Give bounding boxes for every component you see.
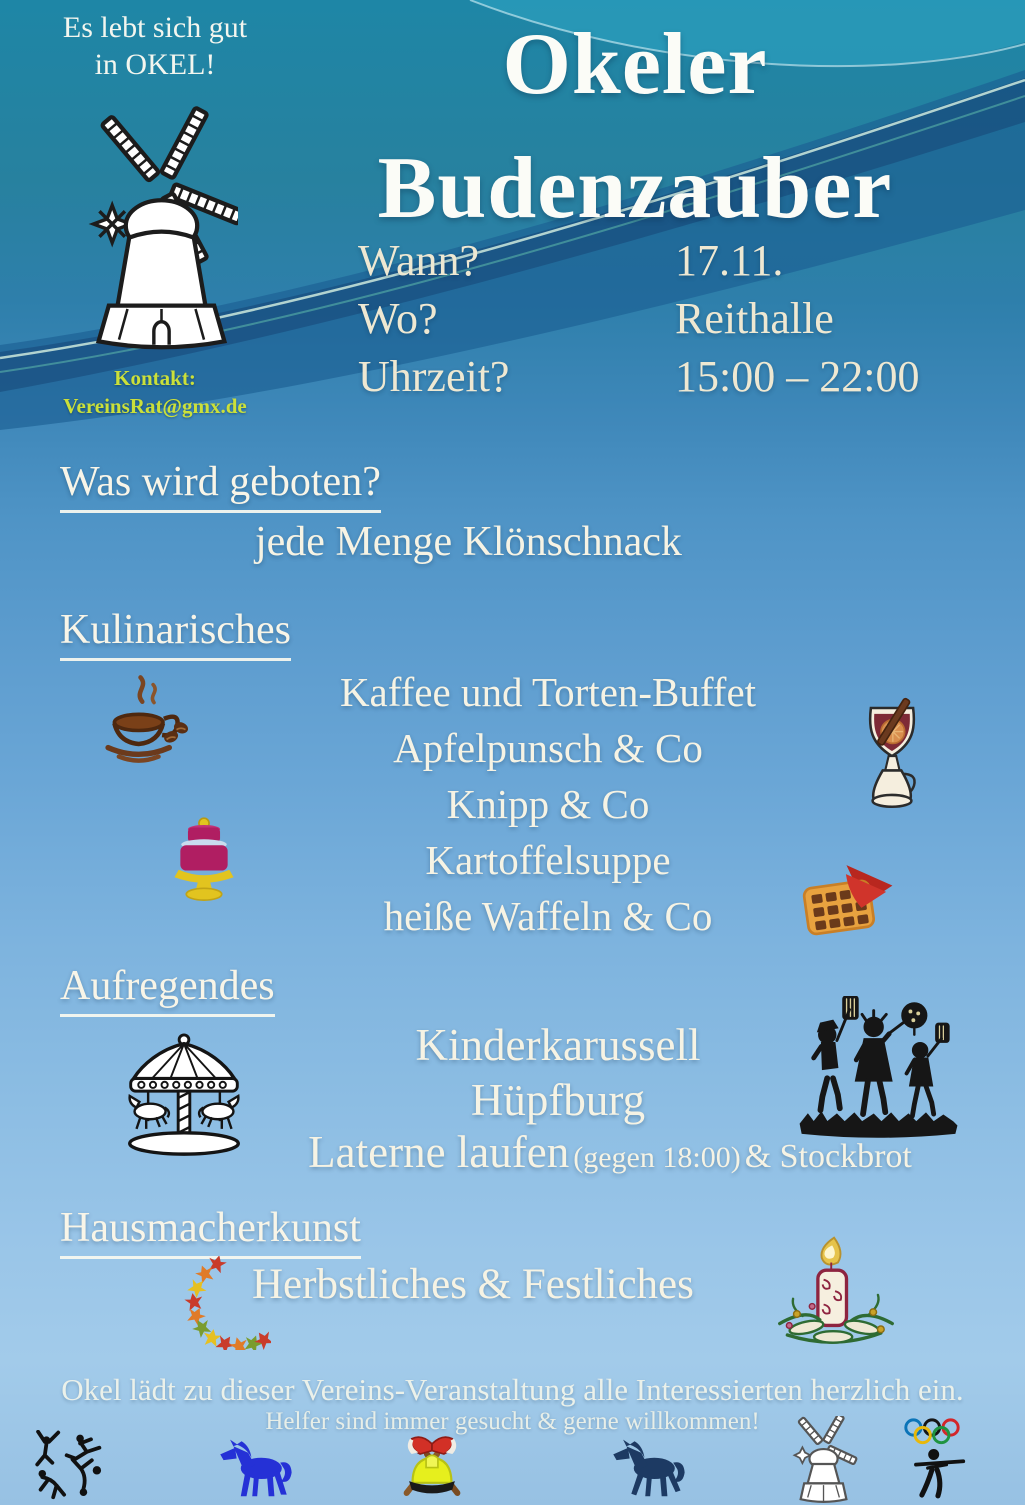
tagline-line1: Es lebt sich gut: [62, 11, 248, 44]
blue-horse-icon: [212, 1438, 304, 1502]
footer-helpers: Helfer sind immer gesucht & gerne willkommen!: [265, 1408, 760, 1435]
fire-helmet-icon: [386, 1432, 478, 1504]
detail-question: Wo?: [358, 294, 438, 343]
kulinarisches-list: [248, 664, 848, 944]
footer-invitation: Okel lädt zu dieser Vereins-Veranstaltung alle Interessierten herzlich ein.: [61, 1372, 964, 1407]
contact-label: Kontakt:: [114, 366, 196, 390]
list-item: heiße Waffeln & Co: [383, 893, 713, 939]
detail-row-uhrzeit: [0, 351, 1025, 409]
aufregendes-list: [278, 1018, 838, 1128]
poster-title-line1: Okeler: [502, 16, 768, 113]
section-heading-kulinarisches: Kulinarisches: [60, 606, 291, 661]
hausmacherkunst-item: Herbstliches & Festliches: [252, 1261, 694, 1308]
section-heading-was-wird-geboten: Was wird geboten?: [60, 458, 381, 513]
poster-title-line2: Budenzauber: [377, 140, 893, 237]
coffee-icon: [95, 672, 195, 780]
detail-answer: 17.11.: [675, 236, 784, 285]
laterne-main: Laterne laufen: [308, 1127, 570, 1177]
olympic-rings-icon: [894, 1414, 970, 1505]
autumn-leaves-icon: [183, 1256, 271, 1350]
small-windmill-icon: [776, 1416, 864, 1505]
detail-row-wo: [0, 293, 1025, 351]
detail-answer: 15:00 – 22:00: [675, 352, 920, 401]
list-item: Knipp & Co: [446, 781, 650, 827]
section-heading-hausmacherkunst: Hausmacherkunst: [60, 1204, 361, 1259]
intro-item: jede Menge Klönschnack: [255, 519, 682, 565]
section-heading-aufregendes: Aufregendes: [60, 962, 275, 1017]
list-item: Kinderkarussell: [415, 1020, 701, 1070]
list-item: Kaffee und Torten-Buffet: [339, 669, 757, 715]
lantern-children-icon: [793, 996, 965, 1146]
waffle-icon: [796, 858, 902, 938]
detail-answer: Reithalle: [675, 294, 834, 343]
detail-row-wann: [0, 235, 1025, 293]
gymnasts-icon: [28, 1430, 112, 1504]
list-item: Kartoffelsuppe: [425, 837, 671, 883]
tagline-line2: in OKEL!: [94, 47, 216, 81]
navy-horse-icon: [608, 1438, 694, 1502]
detail-question: Uhrzeit?: [358, 352, 510, 401]
punch-icon: [854, 696, 930, 828]
list-item: Hüpfburg: [470, 1075, 646, 1125]
laterne-note: (gegen 18:00): [573, 1141, 741, 1174]
carousel-icon: [110, 1032, 258, 1158]
cake-icon: [166, 810, 242, 910]
laterne-suffix: & Stockbrot: [744, 1138, 912, 1175]
list-item: Apfelpunsch & Co: [393, 725, 703, 771]
detail-question: Wann?: [358, 236, 480, 285]
contact-email: VereinsRat@gmx.de: [63, 394, 247, 419]
candle-icon: [772, 1232, 900, 1356]
